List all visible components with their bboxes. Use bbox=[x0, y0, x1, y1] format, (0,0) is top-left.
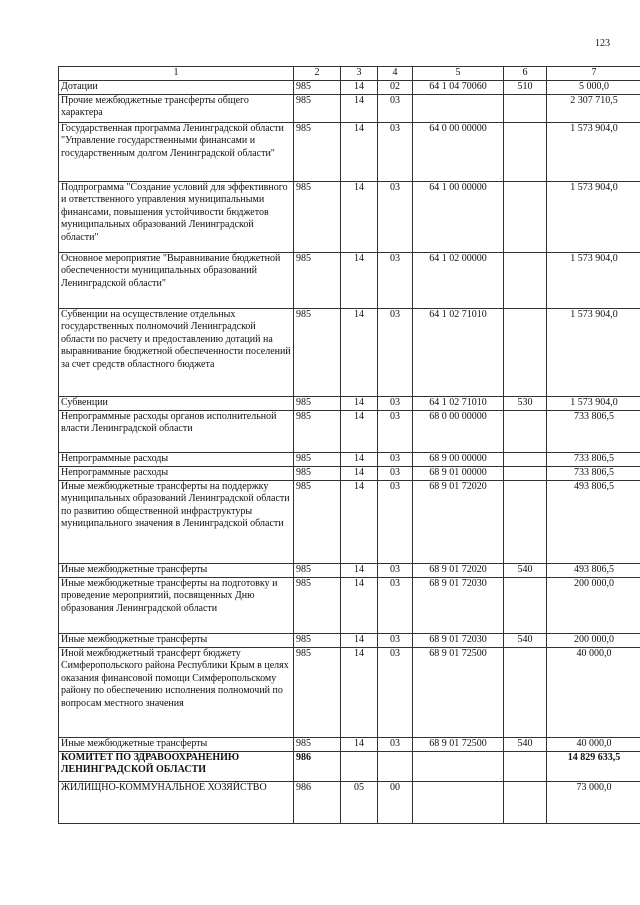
row-expense-type bbox=[504, 252, 547, 308]
table-row bbox=[59, 647, 640, 737]
row-subsection: 03 bbox=[378, 452, 413, 466]
row-target-code bbox=[413, 781, 504, 823]
row-amount: 1 573 904,0 bbox=[547, 122, 640, 181]
row-section: 14 bbox=[341, 480, 378, 563]
row-amount: 1 573 904,0 bbox=[547, 396, 640, 410]
row-admin-code: 985 bbox=[294, 122, 341, 181]
row-subsection: 03 bbox=[378, 563, 413, 577]
row-name: Государственная программа Ленинградской области "Управление государственными финансами и государственным долгом Ленинградской области" bbox=[59, 122, 294, 181]
row-name: Субвенции bbox=[59, 396, 294, 410]
budget-table bbox=[58, 66, 640, 824]
table-row bbox=[59, 396, 640, 410]
row-expense-type bbox=[504, 452, 547, 466]
row-admin-code: 986 bbox=[294, 751, 341, 781]
row-admin-code: 985 bbox=[294, 480, 341, 563]
row-target-code: 68 0 00 00000 bbox=[413, 410, 504, 452]
row-section: 14 bbox=[341, 410, 378, 452]
row-amount: 2 307 710,5 bbox=[547, 94, 640, 122]
row-section: 14 bbox=[341, 252, 378, 308]
row-subsection: 03 bbox=[378, 633, 413, 647]
row-section: 14 bbox=[341, 396, 378, 410]
row-name: Иные межбюджетные трансферты на подготовку и проведение мероприятий, посвященных Дню образования Ленинградской области bbox=[59, 577, 294, 633]
row-section: 14 bbox=[341, 181, 378, 252]
table-row bbox=[59, 410, 640, 452]
row-target-code: 68 9 01 72030 bbox=[413, 633, 504, 647]
row-expense-type bbox=[504, 751, 547, 781]
row-name: Иной межбюджетный трансферт бюджету Симферопольского района Республики Крым в целях оказания финансовой помощи Симферопольскому району по обеспечению исполнения полномочий по вопросам местного значения bbox=[59, 647, 294, 737]
table-row bbox=[59, 577, 640, 633]
table-row bbox=[59, 781, 640, 823]
header-col-4: 4 bbox=[378, 67, 413, 81]
row-subsection: 03 bbox=[378, 252, 413, 308]
row-target-code: 68 9 01 00000 bbox=[413, 466, 504, 480]
row-expense-type: 510 bbox=[504, 80, 547, 94]
table-row bbox=[59, 94, 640, 122]
row-section: 14 bbox=[341, 466, 378, 480]
row-target-code: 64 1 02 00000 bbox=[413, 252, 504, 308]
row-section: 14 bbox=[341, 647, 378, 737]
row-target-code: 68 9 01 72500 bbox=[413, 647, 504, 737]
row-expense-type bbox=[504, 410, 547, 452]
row-target-code: 64 1 02 71010 bbox=[413, 396, 504, 410]
row-expense-type: 540 bbox=[504, 633, 547, 647]
row-target-code: 64 1 02 71010 bbox=[413, 308, 504, 396]
row-section: 14 bbox=[341, 94, 378, 122]
row-amount: 73 000,0 bbox=[547, 781, 640, 823]
row-subsection: 03 bbox=[378, 396, 413, 410]
row-admin-code: 985 bbox=[294, 563, 341, 577]
row-subsection bbox=[378, 751, 413, 781]
row-admin-code: 985 bbox=[294, 577, 341, 633]
table-row bbox=[59, 181, 640, 252]
header-col-7: 7 bbox=[547, 67, 640, 81]
page-number: 123 bbox=[595, 38, 610, 49]
row-expense-type: 540 bbox=[504, 737, 547, 751]
row-name: КОМИТЕТ ПО ЗДРАВООХРАНЕНИЮ ЛЕНИНГРАДСКОЙ ОБЛАСТИ bbox=[59, 751, 294, 781]
row-subsection: 03 bbox=[378, 480, 413, 563]
row-target-code: 68 9 01 72020 bbox=[413, 563, 504, 577]
row-name: ЖИЛИЩНО-КОММУНАЛЬНОЕ ХОЗЯЙСТВО bbox=[59, 781, 294, 823]
table-row bbox=[59, 633, 640, 647]
row-expense-type bbox=[504, 122, 547, 181]
row-expense-type bbox=[504, 647, 547, 737]
row-admin-code: 985 bbox=[294, 647, 341, 737]
row-amount: 14 829 633,5 bbox=[547, 751, 640, 781]
row-name: Иные межбюджетные трансферты bbox=[59, 633, 294, 647]
row-name: Иные межбюджетные трансферты на поддержку муниципальных образований Ленинградской области по развитию общественной инфраструктуры муниципального значения в Ленинградской области bbox=[59, 480, 294, 563]
row-admin-code: 985 bbox=[294, 181, 341, 252]
row-amount: 493 806,5 bbox=[547, 480, 640, 563]
row-amount: 200 000,0 bbox=[547, 633, 640, 647]
row-subsection: 00 bbox=[378, 781, 413, 823]
row-name: Непрограммные расходы bbox=[59, 466, 294, 480]
row-subsection: 03 bbox=[378, 308, 413, 396]
table-row bbox=[59, 563, 640, 577]
row-name: Прочие межбюджетные трансферты общего характера bbox=[59, 94, 294, 122]
row-target-code: 68 9 01 72030 bbox=[413, 577, 504, 633]
row-amount: 1 573 904,0 bbox=[547, 181, 640, 252]
row-name: Субвенции на осуществление отдельных государственных полномочий Ленинградской области по расчету и предоставлению дотаций на выравнивание бюджетной обеспеченности поселений за счет средств областного бюджета bbox=[59, 308, 294, 396]
row-amount: 200 000,0 bbox=[547, 577, 640, 633]
row-target-code bbox=[413, 94, 504, 122]
row-amount: 40 000,0 bbox=[547, 737, 640, 751]
row-admin-code: 985 bbox=[294, 410, 341, 452]
row-admin-code: 985 bbox=[294, 80, 341, 94]
row-name: Дотации bbox=[59, 80, 294, 94]
row-section: 14 bbox=[341, 122, 378, 181]
row-expense-type bbox=[504, 781, 547, 823]
row-amount: 40 000,0 bbox=[547, 647, 640, 737]
row-section: 14 bbox=[341, 577, 378, 633]
row-admin-code: 986 bbox=[294, 781, 341, 823]
table-row bbox=[59, 252, 640, 308]
row-section: 05 bbox=[341, 781, 378, 823]
header-col-6: 6 bbox=[504, 67, 547, 81]
row-amount: 1 573 904,0 bbox=[547, 308, 640, 396]
row-name: Непрограммные расходы органов исполнительной власти Ленинградской области bbox=[59, 410, 294, 452]
row-expense-type bbox=[504, 577, 547, 633]
row-target-code: 68 9 01 72020 bbox=[413, 480, 504, 563]
row-admin-code: 985 bbox=[294, 252, 341, 308]
row-subsection: 03 bbox=[378, 737, 413, 751]
table-row bbox=[59, 751, 640, 781]
row-expense-type bbox=[504, 480, 547, 563]
row-target-code: 64 0 00 00000 bbox=[413, 122, 504, 181]
row-subsection: 03 bbox=[378, 466, 413, 480]
row-name: Иные межбюджетные трансферты bbox=[59, 563, 294, 577]
row-expense-type bbox=[504, 466, 547, 480]
header-col-2: 2 bbox=[294, 67, 341, 81]
row-name: Иные межбюджетные трансферты bbox=[59, 737, 294, 751]
row-expense-type: 540 bbox=[504, 563, 547, 577]
table-row bbox=[59, 308, 640, 396]
row-name: Подпрограмма "Создание условий для эффективного и ответственного управления муниципальными финансами, повышения устойчивости бюджетов муниципальных образований Ленинградской области" bbox=[59, 181, 294, 252]
row-section: 14 bbox=[341, 80, 378, 94]
row-subsection: 03 bbox=[378, 577, 413, 633]
header-col-3: 3 bbox=[341, 67, 378, 81]
row-admin-code: 985 bbox=[294, 466, 341, 480]
row-admin-code: 985 bbox=[294, 308, 341, 396]
row-section: 14 bbox=[341, 737, 378, 751]
row-amount: 493 806,5 bbox=[547, 563, 640, 577]
row-name: Основное мероприятие "Выравнивание бюджетной обеспеченности муниципальных образований Ленинградской области" bbox=[59, 252, 294, 308]
row-target-code: 64 1 04 70060 bbox=[413, 80, 504, 94]
row-section: 14 bbox=[341, 308, 378, 396]
row-expense-type bbox=[504, 308, 547, 396]
row-subsection: 03 bbox=[378, 410, 413, 452]
row-amount: 1 573 904,0 bbox=[547, 252, 640, 308]
row-expense-type: 530 bbox=[504, 396, 547, 410]
row-section: 14 bbox=[341, 563, 378, 577]
table-row bbox=[59, 122, 640, 181]
row-amount: 733 806,5 bbox=[547, 452, 640, 466]
row-subsection: 03 bbox=[378, 647, 413, 737]
row-amount: 5 000,0 bbox=[547, 80, 640, 94]
table-header-row bbox=[59, 67, 640, 81]
row-target-code: 68 9 00 00000 bbox=[413, 452, 504, 466]
row-expense-type bbox=[504, 94, 547, 122]
row-subsection: 03 bbox=[378, 181, 413, 252]
table-row bbox=[59, 80, 640, 94]
row-subsection: 03 bbox=[378, 122, 413, 181]
row-subsection: 02 bbox=[378, 80, 413, 94]
row-section: 14 bbox=[341, 452, 378, 466]
row-admin-code: 985 bbox=[294, 396, 341, 410]
table-row bbox=[59, 737, 640, 751]
row-target-code: 64 1 00 00000 bbox=[413, 181, 504, 252]
row-target-code: 68 9 01 72500 bbox=[413, 737, 504, 751]
row-expense-type bbox=[504, 181, 547, 252]
header-col-1: 1 bbox=[59, 67, 294, 81]
row-amount: 733 806,5 bbox=[547, 466, 640, 480]
table-row bbox=[59, 466, 640, 480]
row-section: 14 bbox=[341, 633, 378, 647]
table-row bbox=[59, 480, 640, 563]
row-admin-code: 985 bbox=[294, 633, 341, 647]
row-admin-code: 985 bbox=[294, 452, 341, 466]
row-name: Непрограммные расходы bbox=[59, 452, 294, 466]
row-target-code bbox=[413, 751, 504, 781]
table-row bbox=[59, 452, 640, 466]
header-col-5: 5 bbox=[413, 67, 504, 81]
row-admin-code: 985 bbox=[294, 737, 341, 751]
row-subsection: 03 bbox=[378, 94, 413, 122]
row-section bbox=[341, 751, 378, 781]
row-admin-code: 985 bbox=[294, 94, 341, 122]
row-amount: 733 806,5 bbox=[547, 410, 640, 452]
